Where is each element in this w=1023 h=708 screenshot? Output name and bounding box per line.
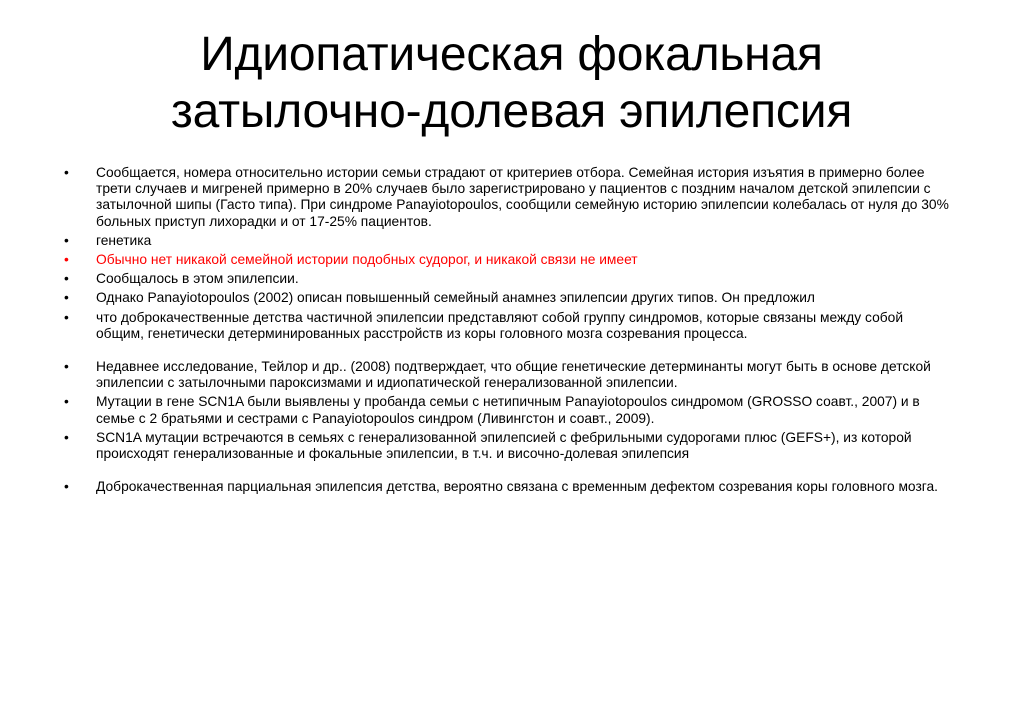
bullet-list [64,165,954,498]
bullet-item [64,310,954,342]
bullet-item [64,271,954,287]
bullet-item [64,165,954,230]
bullet-text: генетика [96,232,152,248]
slide-title [60,26,963,140]
bullet-item [64,430,954,462]
bullet-text: что доброкачественные детства частичной эпилепсии представляют собой группу синдромов, которые связаны между собой общим, генетически детерминированных расстройств из коры головного мозга созревания процесса. [96,309,904,341]
bullet-item [64,359,954,391]
bullet-dot-icon: • [64,359,69,375]
slide-title-line-1: Идиопатическая фокальная [200,28,823,81]
bullet-text: Доброкачественная парциальная эпилепсия детства, вероятно связана с временным дефектом созревания коры головного мозга. [96,479,939,495]
bullet-dot-icon: • [64,394,69,410]
bullet-dot-icon: • [64,290,69,306]
bullet-text: Мутации в гене SCN1A были выявлены у пробанда семьи с нетипичным Panayiotopoulos синдромом (GROSSO соавт., 2007) и в семье с 2 братьями и сестрами с Panayiotopoulos синдром (Ливингстон и соавт., 2009). [96,394,920,426]
bullet-text: Однако Panayiotopoulos (2002) описан повышенный семейный анамнез эпилепсии других типов. Он предложил [96,290,815,306]
bullet-dot-icon: • [64,429,69,445]
slide-title-line-2: затылочно-долевая эпилепсия [170,85,853,138]
bullet-dot-icon: • [64,252,69,268]
bullet-item [64,290,954,306]
bullet-text: SCN1A мутации встречаются в семьях с генерализованной эпилепсией с фебрильными судорогами плюс (GEFS+), из которой происходят генерализованные и фокальные эпилепсии, в т.ч. и височно-долевая эпилепсия [96,429,912,462]
bullet-text: Сообщается, номера относительно истории семьи страдают от критериев отбора. Семейная история изъятия в примерно более трети случаев и мигреней примерно в 20% случаев было зарегистрировано у пациентов с поздним началом детской эпилепсии с затылочной шипы (Гасто типа). При синдроме Panayiotopoulos, сообщили семейную историю эпилепсии колебалась от нуля до 30% больных приступ лихорадки и от 17-25% пациентов. [96,165,949,229]
bullet-item [64,394,954,426]
bullet-text: Обычно нет никакой семейной истории подобных судорог, и никакой связи не имеет [96,252,638,268]
bullet-text: Сообщалось в этом эпилепсии. [96,271,299,287]
bullet-item [64,479,954,495]
bullet-dot-icon: • [64,479,69,495]
bullet-item-highlighted [64,252,954,268]
bullet-dot-icon: • [64,165,69,180]
bullet-dot-icon: • [64,232,69,248]
bullet-dot-icon: • [64,309,69,325]
bullet-dot-icon: • [64,271,69,287]
bullet-text: Недавнее исследование, Тейлор и др.. (2008) подтверждает, что общие генетические детерминанты могут быть в основе детской эпилепсии с затылочными пароксизмами и идиопатической генерализованной эпилепсии. [96,359,931,391]
bullet-item [64,233,954,249]
